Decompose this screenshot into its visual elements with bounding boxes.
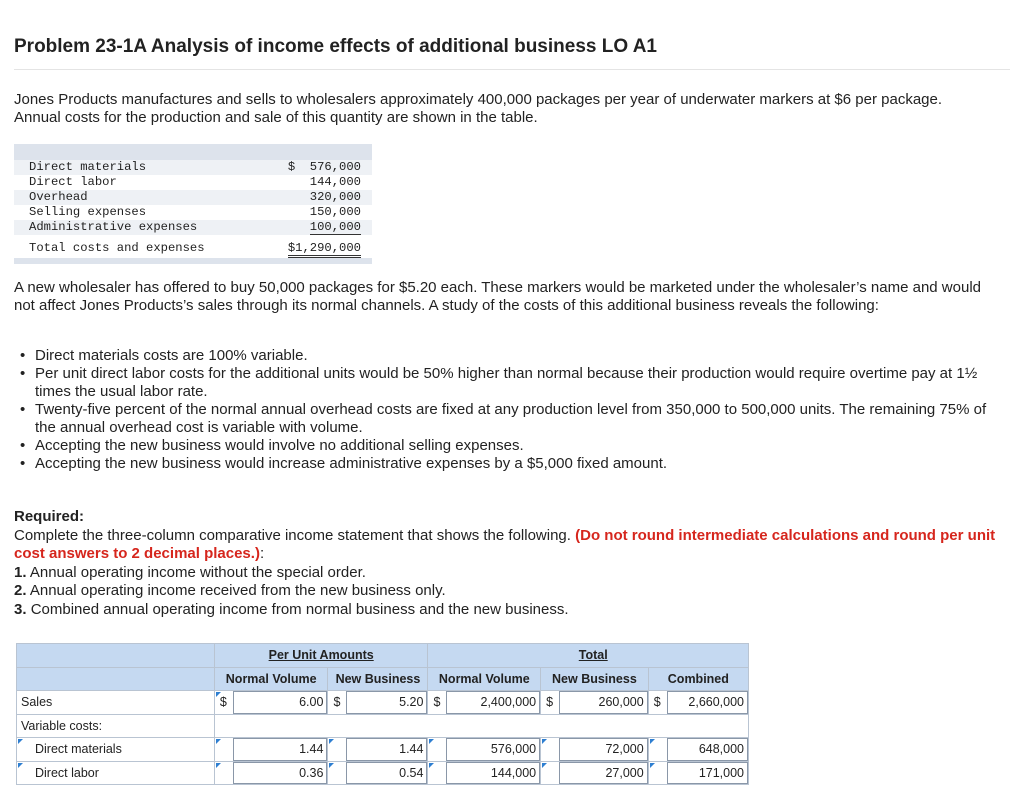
row-label[interactable]: Direct labor: [17, 761, 215, 785]
cost-value: [262, 160, 372, 175]
sales-pu-normal-input[interactable]: 6.00: [233, 691, 328, 715]
per-unit-group-header: [214, 644, 428, 668]
per-unit-label: Per Unit Amounts: [268, 648, 374, 663]
header-blank: [17, 667, 215, 691]
cost-table-header-band: [14, 144, 372, 160]
cost-currency: $: [287, 160, 296, 174]
blank-cell: [328, 761, 346, 785]
item-text: Annual operating income received from the new business only.: [29, 582, 446, 599]
header-blank: [17, 644, 215, 668]
cost-total-amount: $1,290,000: [288, 241, 361, 258]
list-item: • Accepting the new business would involve no additional selling expenses.: [14, 437, 994, 455]
dm-total-normal-input[interactable]: 576,000: [446, 738, 540, 762]
blank-cell: [428, 761, 446, 785]
cost-row: [14, 160, 372, 175]
required-item-1: [14, 564, 1004, 583]
page-title: Problem 23-1A Analysis of income effects of additional business LO A1: [14, 36, 657, 57]
dl-total-normal-input[interactable]: 144,000: [446, 761, 540, 785]
sales-total-new-input[interactable]: 260,000: [559, 691, 648, 715]
item-text: Annual operating income without the special order.: [29, 563, 366, 581]
cost-value: 320,000: [262, 190, 372, 205]
cost-label: Direct materials: [14, 160, 262, 175]
header-row-columns: [17, 667, 749, 691]
dl-pu-new-input[interactable]: 0.54: [346, 761, 428, 785]
list-item: • Accepting the new business would increase administrative expenses by a $5,000 fixed amount.: [14, 455, 994, 473]
blank-cell: [328, 738, 346, 762]
col-total-new-business: New Business: [541, 667, 649, 691]
income-statement-grid: [16, 643, 749, 785]
cost-total-value: [262, 235, 372, 258]
cost-label: Overhead: [14, 190, 262, 205]
dl-pu-normal-input[interactable]: 0.36: [233, 761, 328, 785]
col-pu-new-business: New Business: [328, 667, 428, 691]
required-item-2: [14, 582, 1004, 601]
cost-row: [14, 190, 372, 205]
currency-symbol: $: [648, 691, 666, 715]
required-instruction: [14, 527, 1004, 564]
rounding-note: (Do not round intermediate calculations and round per unit cost answers to 2 decimal places.): [14, 526, 996, 562]
blank-cell: [428, 738, 446, 762]
item-number: 1.: [14, 563, 27, 581]
cost-value: [262, 220, 372, 235]
cost-label: Direct labor: [29, 175, 117, 189]
cost-label: Administrative expenses: [14, 220, 262, 235]
assumption-list: [14, 347, 994, 473]
sales-total-normal-input[interactable]: 2,400,000: [446, 691, 540, 715]
cost-table: [14, 144, 372, 264]
total-group-header: [428, 644, 749, 668]
table-row-variable-costs: [17, 714, 749, 738]
list-item: • Direct materials costs are 100% variable.: [14, 347, 994, 365]
required-section: [14, 508, 1004, 619]
currency-symbol: $: [328, 691, 346, 715]
item-text: Combined annual operating income from normal business and the new business.: [30, 600, 569, 618]
currency-symbol: $: [428, 691, 446, 715]
col-combined: Combined: [648, 667, 748, 691]
blank-cell: [648, 761, 666, 785]
blank-cell: [541, 761, 559, 785]
currency-symbol: $: [541, 691, 559, 715]
instruction-tail: :: [259, 545, 265, 562]
instruction-text: Complete the three-column comparative income statement that shows the following.: [14, 526, 571, 544]
cost-label: Selling expenses: [29, 205, 147, 219]
row-label[interactable]: Direct materials: [17, 738, 215, 762]
blank-cell: [541, 738, 559, 762]
title-divider: [14, 69, 1010, 70]
total-label: Total: [578, 648, 608, 663]
table-row-direct-labor: [17, 761, 749, 785]
dm-total-new-input[interactable]: 72,000: [559, 738, 648, 762]
dm-pu-normal-input[interactable]: 1.44: [233, 738, 328, 762]
row-blank: [214, 714, 748, 738]
currency-symbol: $: [214, 691, 232, 715]
table-row-direct-materials: [17, 738, 749, 762]
intro-paragraph: Jones Products manufactures and sells to wholesalers approximately 400,000 packages per year of underwater markers at $6 per package. Annual costs for the production and sale of this quantity are shown in the table.: [14, 91, 943, 126]
dm-combined-input[interactable]: 648,000: [667, 738, 749, 762]
header-row-groups: [17, 644, 749, 668]
cost-value: 144,000: [309, 175, 361, 189]
required-heading: Required:: [14, 508, 85, 525]
sales-combined-input[interactable]: 2,660,000: [667, 691, 749, 715]
cost-row: [14, 205, 372, 220]
dl-combined-input[interactable]: 171,000: [667, 761, 749, 785]
cost-total-row: [14, 235, 372, 258]
cost-amount: 100,000: [309, 220, 361, 234]
cost-row: [14, 175, 372, 190]
offer-paragraph: A new wholesaler has offered to buy 50,000 packages for $5.20 each. These markers would be marketed under the wholesaler’s name and would not affect Jones Products’s sales through its normal channels. A study of the costs of this additional business reveals the following:: [14, 279, 981, 314]
required-item-3: [14, 601, 1004, 620]
blank-cell: [648, 738, 666, 762]
table-row-sales: [17, 691, 749, 715]
list-item: • Per unit direct labor costs for the additional units would be 50% higher than normal because their production would require overtime pay at 1½ times the usual labor rate.: [14, 365, 994, 401]
list-item: • Twenty-five percent of the normal annual overhead costs are fixed at any production level from 350,000 to 500,000 units. The remaining 75% of the annual overhead cost is variable with volume.: [14, 401, 994, 437]
row-label: Variable costs:: [17, 714, 215, 738]
row-label: Sales: [17, 691, 215, 715]
col-pu-normal-volume: Normal Volume: [214, 667, 328, 691]
dl-total-new-input[interactable]: 27,000: [559, 761, 648, 785]
item-number: 3.: [14, 600, 27, 618]
blank-cell: [214, 761, 232, 785]
dm-pu-new-input[interactable]: 1.44: [346, 738, 428, 762]
cost-value: 150,000: [309, 205, 361, 219]
col-total-normal-volume: Normal Volume: [428, 667, 541, 691]
item-number: 2.: [14, 582, 27, 599]
cost-total-label: Total costs and expenses: [29, 241, 205, 255]
sales-pu-new-input[interactable]: 5.20: [346, 691, 428, 715]
cost-row: [14, 220, 372, 235]
cost-amount: 576,000: [309, 160, 361, 174]
cost-table-footer-band: [14, 258, 372, 264]
blank-cell: [214, 738, 232, 762]
